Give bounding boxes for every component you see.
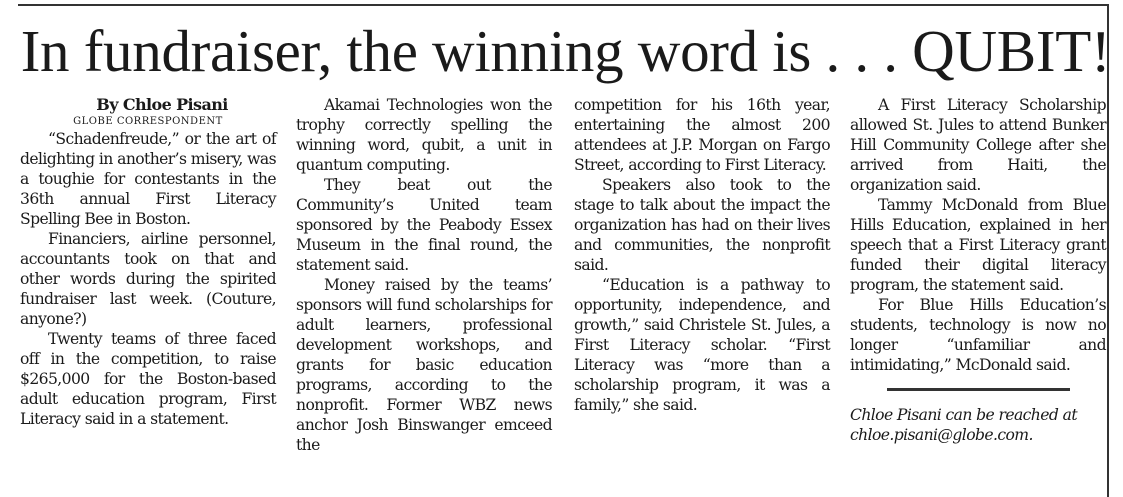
top-rule xyxy=(18,4,1109,6)
column-4 xyxy=(850,95,1106,445)
paragraph: For Blue Hills Education’s students, technology is now no longer “unfamiliar and intimidating,” McDonald said. xyxy=(850,296,1106,374)
paragraph: “Education is a pathway to opportunity, independence, and growth,” said Christele St. Jules, a First Literacy scholar. “First Literacy was “more than a scholarship program, it was a family,” she said. xyxy=(574,276,830,414)
headline: In fundraiser, the winning word is . . . QUBIT! xyxy=(20,18,1111,84)
author-contact-tagline: Chloe Pisani can be reached at chloe.pisani@globe.com. xyxy=(850,406,1077,444)
paragraph: Tammy McDonald from Blue Hills Education, explained in her speech that a First Literacy grant funded their digital literacy program, the statement said. xyxy=(850,196,1106,294)
column-3 xyxy=(574,95,830,415)
paragraph: A First Literacy Scholarship allowed St. Jules to attend Bunker Hill Community College after she arrived from Haiti, the organization said. xyxy=(850,96,1106,194)
paragraph: They beat out the Community’s United team sponsored by the Peabody Essex Museum in the final round, the statement said. xyxy=(296,176,552,274)
signature-rule xyxy=(887,388,1070,391)
byline-role: GLOBE CORRESPONDENT xyxy=(73,116,223,127)
paragraph: “Schadenfreude,” or the art of delighting in another’s misery, was a toughie for contestants in the 36th annual First Literacy Spelling Bee in Boston. xyxy=(20,130,276,228)
paragraph: Twenty teams of three faced off in the competition, to raise $265,000 for the Boston-based adult education program, First Literacy said in a statement. xyxy=(20,330,276,428)
paragraph: Akamai Technologies won the trophy correctly spelling the winning word, qubit, a unit in quantum computing. xyxy=(296,96,552,174)
paragraph: competition for his 16th year, entertaining the almost 200 attendees at J.P. Morgan on Fargo Street, according to First Literacy. xyxy=(574,96,830,174)
paragraph: Speakers also took to the stage to talk about the impact the organization has had on their lives and communities, the nonprofit said. xyxy=(574,176,830,274)
column-1 xyxy=(20,95,276,429)
paragraph: Financiers, airline personnel, accountants took on that and other words during the spirited fundraiser last week. (Couture, anyone?) xyxy=(20,230,276,328)
byline: By Chloe Pisani xyxy=(96,95,228,114)
column-2 xyxy=(296,95,552,455)
paragraph: Money raised by the teams’ sponsors will fund scholarships for adult learners, professional development workshops, and grants for basic education programs, according to the nonprofit. Former WBZ news anchor Josh Binswanger emceed the xyxy=(296,276,552,454)
